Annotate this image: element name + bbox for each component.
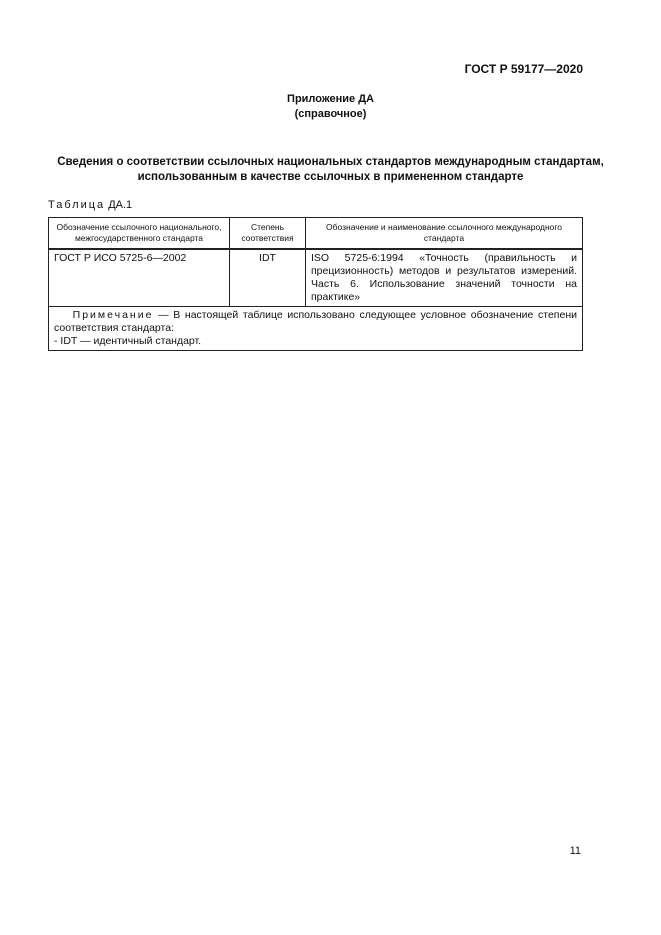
header-degree: Степень соответствия	[230, 218, 306, 250]
section-title-line-2: использованным в качестве ссылочных в примененном стандарте	[137, 171, 524, 183]
note-text-line	[54, 309, 577, 335]
cell-national-standard: ГОСТ Р ИСО 5725-6—2002	[49, 249, 230, 307]
page-number: 11	[569, 845, 581, 857]
appendix-title: Приложение ДА	[287, 93, 374, 105]
note-text: — В настоящей таблице использовано следующее условное обозначение степени соответствия стандарта:	[54, 309, 577, 334]
table-caption-number: ДА.1	[108, 199, 133, 211]
note-label: Примечание	[72, 309, 154, 321]
cell-international-standard: ISO 5725-6:1994 «Точность (правильность и прецизионность) методов и результатов измерений. Часть 6. Использование значений точности на практике»	[306, 249, 583, 307]
reference-table	[48, 217, 583, 351]
section-title-line-1: Сведения о соответствии ссылочных национальных стандартов международным стандартам,	[57, 156, 604, 168]
header-national-standard: Обозначение ссылочного национального, межгосударственного стандарта	[49, 218, 230, 250]
table-caption-label: Таблица	[48, 199, 106, 211]
table-note	[49, 307, 583, 351]
table-row	[49, 249, 583, 307]
cell-degree: IDT	[230, 249, 306, 307]
table-header-row	[49, 218, 583, 250]
document-code: ГОСТ Р 59177—2020	[464, 62, 583, 76]
note-item: - IDT — идентичный стандарт.	[54, 335, 202, 347]
table-note-row	[49, 307, 583, 351]
appendix-subtitle: (справочное)	[294, 108, 367, 120]
table-caption	[48, 199, 132, 211]
section-title	[40, 155, 621, 185]
appendix-heading	[0, 92, 661, 122]
header-international-standard: Обозначение и наименование ссылочного международного стандарта	[306, 218, 583, 250]
